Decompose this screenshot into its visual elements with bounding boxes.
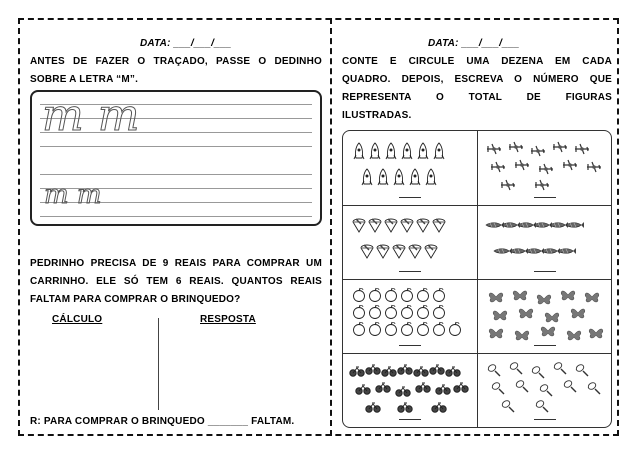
apple-icon xyxy=(370,322,381,336)
count-answer-line[interactable] xyxy=(534,345,556,346)
plane-icon xyxy=(501,180,515,190)
butterfly-icon xyxy=(589,329,603,338)
center-divider xyxy=(330,18,332,436)
spinning-top-icon xyxy=(385,219,397,232)
plane-icon xyxy=(535,180,549,190)
fish-icon xyxy=(502,222,520,228)
racket-icon xyxy=(539,383,552,396)
plane-icon xyxy=(575,144,589,154)
butterfly-icon xyxy=(541,327,555,336)
rocket-icon xyxy=(354,143,364,159)
calc-label: CÁLCULO xyxy=(52,314,103,325)
count-answer-line[interactable] xyxy=(399,419,421,420)
left-instruction-line-1: ANTES DE FAZER O TRAÇADO, PASSE O DEDINHO xyxy=(30,56,322,67)
answer-label: RESPOSTA xyxy=(200,314,256,325)
spinning-top-icon xyxy=(433,219,445,232)
counting-cell[interactable] xyxy=(343,353,477,427)
bicycle-icon xyxy=(432,403,446,412)
right-instruction-line-4: ILUSTRADAS. xyxy=(342,110,412,121)
butterfly-icon xyxy=(561,291,575,300)
cursive-m-tracing-large: m m xyxy=(42,90,140,141)
rocket-icon xyxy=(434,143,444,159)
bicycle-icon xyxy=(398,365,412,374)
fish-icon xyxy=(534,222,552,228)
butterfly-icon xyxy=(489,293,503,302)
counting-cell[interactable] xyxy=(478,131,612,205)
plane-icon xyxy=(539,164,553,174)
counting-grid xyxy=(342,130,612,428)
apple-icon xyxy=(402,322,413,336)
plane-icon xyxy=(587,162,601,172)
plane-icon xyxy=(509,142,523,152)
count-answer-line[interactable] xyxy=(399,271,421,272)
bicycle-icon xyxy=(436,385,450,394)
cursive-m-tracing-small: m m xyxy=(44,180,102,210)
problem-line-3: FALTAM PARA COMPRAR O BRINQUEDO? xyxy=(30,294,241,305)
apple-icon xyxy=(418,305,429,319)
counting-cell[interactable] xyxy=(478,353,612,427)
racket-icon xyxy=(587,381,600,394)
apple-icon xyxy=(370,305,381,319)
racket-icon xyxy=(575,363,588,376)
butterfly-icon xyxy=(585,293,599,302)
rocket-icon xyxy=(370,143,380,159)
butterfly-icon xyxy=(545,313,559,322)
bicycle-icon xyxy=(366,403,380,412)
bicycle-icon xyxy=(396,387,410,396)
right-instruction-line-1: CONTE E CIRCULE UMA DEZENA EM CADA xyxy=(342,56,612,67)
racket-icon xyxy=(531,365,544,378)
rocket-icon xyxy=(394,169,404,185)
rocket-icon xyxy=(378,169,388,185)
rocket-icon xyxy=(418,143,428,159)
apple-icon xyxy=(354,305,365,319)
plane-icon xyxy=(553,142,567,152)
apple-icon xyxy=(370,288,381,302)
count-answer-line[interactable] xyxy=(399,197,421,198)
plane-icon xyxy=(563,160,577,170)
fish-icon xyxy=(486,222,504,228)
rocket-icon xyxy=(402,143,412,159)
counting-cell[interactable] xyxy=(478,205,612,279)
left-instruction-line-2: SOBRE A LETRA “M”. xyxy=(30,74,139,85)
bicycle-icon xyxy=(416,383,430,392)
spinning-top-icon xyxy=(417,219,429,232)
bicycle-icon xyxy=(382,367,396,376)
count-answer-line[interactable] xyxy=(534,419,556,420)
bicycle-icon xyxy=(454,383,468,392)
apple-icon xyxy=(402,305,413,319)
spinning-top-icon xyxy=(361,245,373,258)
fish-icon xyxy=(566,222,584,228)
fish-icon xyxy=(494,248,512,254)
butterfly-icon xyxy=(489,329,503,338)
problem-line-1: PEDRINHO PRECISA DE 9 REAIS PARA COMPRAR UM xyxy=(30,258,322,269)
butterfly-icon xyxy=(537,295,551,304)
apple-icon xyxy=(434,322,445,336)
spinning-top-icon xyxy=(369,219,381,232)
problem-line-2: CARRINHO. ELE SÓ TEM 6 REAIS. QUANTOS REAIS xyxy=(30,276,322,287)
butterfly-icon xyxy=(571,309,585,318)
racket-icon xyxy=(509,361,522,374)
butterfly-icon xyxy=(515,331,529,340)
right-date-label: DATA: ___/___/___ xyxy=(428,38,520,49)
tracing-box[interactable] xyxy=(30,90,322,226)
racket-icon xyxy=(535,399,548,412)
bicycle-icon xyxy=(430,365,444,374)
apple-icon xyxy=(386,305,397,319)
fish-icon xyxy=(542,248,560,254)
spinning-top-icon xyxy=(425,245,437,258)
apple-icon xyxy=(386,322,397,336)
rocket-icon xyxy=(386,143,396,159)
plane-icon xyxy=(491,162,505,172)
right-instruction-line-2: QUADRO. DEPOIS, ESCREVA O NÚMERO QUE xyxy=(342,74,612,85)
racket-icon xyxy=(501,399,514,412)
spinning-top-icon xyxy=(401,219,413,232)
apple-icon xyxy=(450,322,461,336)
bicycle-icon xyxy=(446,367,460,376)
rocket-icon xyxy=(426,169,436,185)
butterfly-icon xyxy=(519,309,533,318)
spinning-top-icon xyxy=(393,245,405,258)
racket-icon xyxy=(563,379,576,392)
calc-answer-separator xyxy=(158,318,159,410)
fish-icon xyxy=(558,248,576,254)
count-answer-line[interactable] xyxy=(534,271,556,272)
apple-icon xyxy=(418,288,429,302)
butterfly-icon xyxy=(567,331,581,340)
rocket-icon xyxy=(362,169,372,185)
count-answer-line[interactable] xyxy=(534,197,556,198)
bicycle-icon xyxy=(414,367,428,376)
fish-icon xyxy=(510,248,528,254)
rocket-icon xyxy=(410,169,420,185)
plane-icon xyxy=(487,144,501,154)
racket-icon xyxy=(515,379,528,392)
fish-icon xyxy=(550,222,568,228)
final-answer-line: R: PARA COMPRAR O BRINQUEDO _______ FALTAM. xyxy=(30,416,295,427)
apple-icon xyxy=(386,288,397,302)
apple-icon xyxy=(434,305,445,319)
bicycle-icon xyxy=(350,367,364,376)
racket-icon xyxy=(491,381,504,394)
spinning-top-icon xyxy=(353,219,365,232)
apple-icon xyxy=(434,288,445,302)
plane-icon xyxy=(531,146,545,156)
counting-cell[interactable] xyxy=(343,205,477,279)
fish-icon xyxy=(526,248,544,254)
left-date-label: DATA: ___/___/___ xyxy=(140,38,232,49)
spinning-top-icon xyxy=(377,245,389,258)
spinning-top-icon xyxy=(409,245,421,258)
bicycle-icon xyxy=(376,383,390,392)
racket-icon xyxy=(553,361,566,374)
counting-cell[interactable] xyxy=(343,279,477,353)
counting-cell[interactable] xyxy=(478,279,612,353)
apple-icon xyxy=(354,322,365,336)
apple-icon xyxy=(402,288,413,302)
counting-cell[interactable] xyxy=(343,131,477,205)
bicycle-icon xyxy=(398,403,412,412)
racket-icon xyxy=(487,363,500,376)
plane-icon xyxy=(515,160,529,170)
apple-icon xyxy=(418,322,429,336)
butterfly-icon xyxy=(513,291,527,300)
right-instruction-line-3: REPRESENTA O TOTAL DE FIGURAS xyxy=(342,92,612,103)
bicycle-icon xyxy=(366,365,380,374)
bicycle-icon xyxy=(356,385,370,394)
apple-icon xyxy=(354,288,365,302)
butterfly-icon xyxy=(493,311,507,320)
count-answer-line[interactable] xyxy=(399,345,421,346)
fish-icon xyxy=(518,222,536,228)
